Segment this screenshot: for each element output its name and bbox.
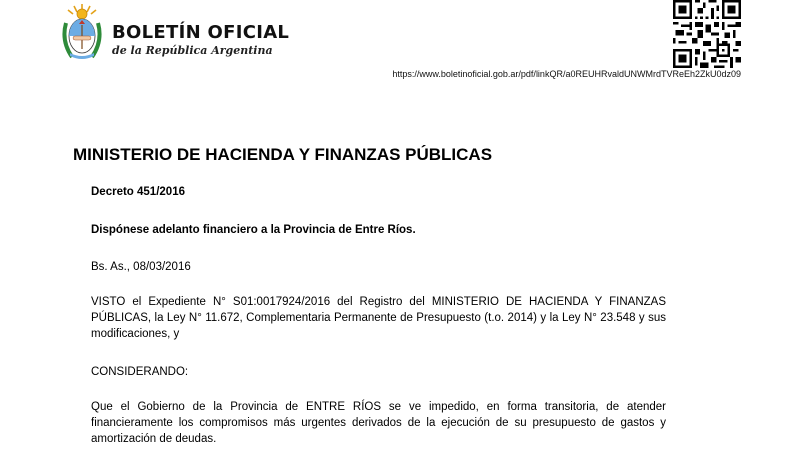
document-url[interactable]: https://www.boletinoficial.gob.ar/pdf/linkQR/a0REUHRvaldUNWMrdTVReEh2ZkU0dz09 (392, 69, 741, 79)
ministry-heading: MINISTERIO DE HACIENDA Y FINANZAS PÚBLICAS (73, 145, 493, 164)
considerando-heading: CONSIDERANDO: (91, 366, 189, 378)
publication-subtitle: de la República Argentina (112, 44, 273, 57)
publication-title: BOLETÍN OFICIAL (112, 22, 290, 43)
place-date: Bs. As., 08/03/2016 (91, 261, 191, 273)
argentina-coat-of-arms-icon (60, 3, 104, 63)
decree-summary: Dispónese adelanto financiero a la Provincia de Entre Ríos. (91, 224, 416, 236)
header-title-block (112, 22, 289, 58)
decree-number: Decreto 451/2016 (91, 186, 185, 198)
qr-code-icon[interactable] (673, 0, 741, 68)
visto-paragraph: VISTO el Expediente N° S01:0017924/2016 del Registro del MINISTERIO DE HACIENDA Y FINANZAS PÚBLICAS, la Ley N° 11.672, Complementaria Permanente de Presupuesto (t.o. 2014) y la Ley N° 23.548 y sus modificaciones, y (91, 296, 666, 340)
considerando-paragraph-1: Que el Gobierno de la Provincia de ENTRE RÍOS se ve impedido, en forma transitoria, de atender financieramente los compromisos más urgentes derivados de la ejecución de su presupuesto de gastos y amortización de deudas. (91, 401, 666, 445)
